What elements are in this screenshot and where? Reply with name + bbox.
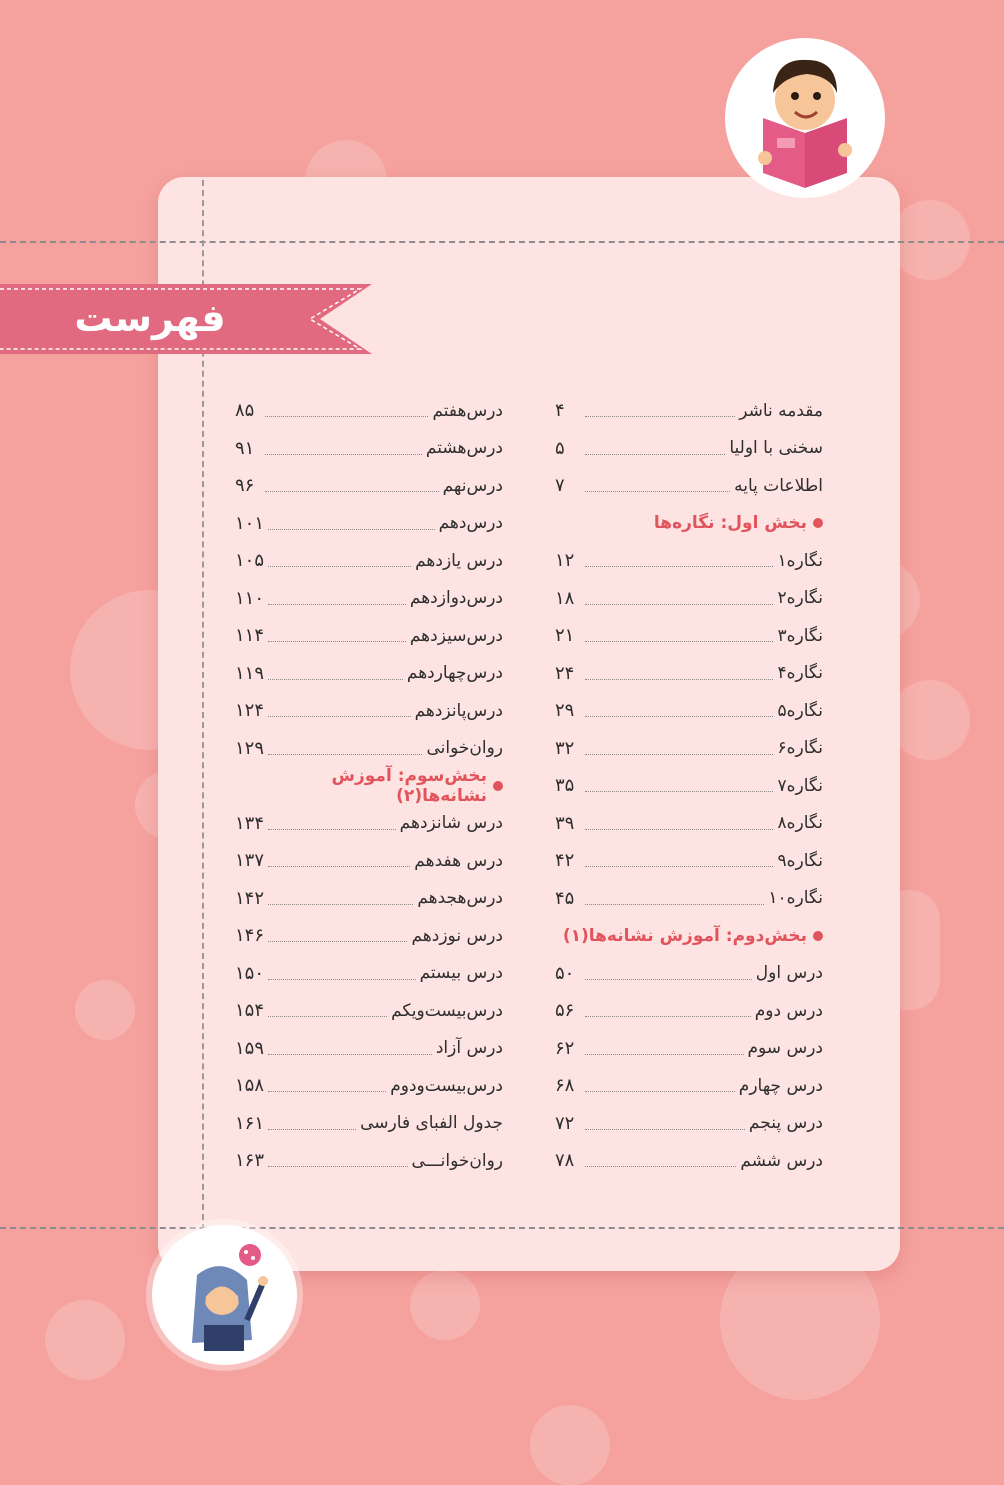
toc-entry-label: نگاره۷ [777,775,823,796]
toc-entry-label: درس آزاد [435,1038,503,1059]
toc-entry-page: ۱۳۴ [235,812,265,834]
toc-entry-page: ۱۴۲ [235,887,265,909]
dot-leader [585,1129,745,1130]
toc-entry-label: درس یازدهم [415,550,503,571]
background-bubble [45,1300,125,1380]
background-bubble [530,1405,610,1485]
toc-entry-page: ۴ [555,400,565,422]
toc-entry-page: ۷ [555,475,565,497]
toc-entry-label: درس‌سیزدهم [409,625,503,646]
toc-entry-label: درس‌پانزدهم [414,700,503,721]
toc-entry-label: درس‌هشتم [425,438,503,459]
section-label: بخش‌دوم: آموزش نشانه‌ها(۱) [562,925,807,946]
avatar-boy-reading [725,38,885,198]
toc-entry[interactable] [235,430,503,468]
toc-entry-label: درس‌نهم [442,475,503,496]
toc-entry-page: ۱۳۷ [235,850,265,872]
toc-entry[interactable] [555,992,823,1030]
toc-entry-label: درس‌بیست‌ویکم [391,1000,503,1021]
toc-entry-page: ۸۵ [235,400,255,422]
toc-entry-label: درس دوم [754,1000,823,1021]
dot-leader [585,641,773,642]
dot-leader [268,1129,356,1130]
toc-entry-label: درس اول [755,963,823,984]
dot-leader [268,904,413,905]
section-label: بخش اول: نگاره‌ها [653,513,807,534]
toc-entry-page: ۹۱ [235,437,255,459]
toc-entry-label: نگاره۶ [777,738,823,759]
toc-entry-label: نگاره۲ [777,588,823,609]
toc-entry-label: سخنی با اولیا [729,438,823,459]
toc-entry-label: درس‌هجدهم [417,888,503,909]
toc-entry-page: ۹۶ [235,475,255,497]
dot-leader [585,454,725,455]
toc-entry-page: ۱۵۹ [235,1037,265,1059]
dot-leader [268,941,407,942]
background-bubble [410,1270,480,1340]
toc-entry[interactable] [555,1105,823,1143]
toc-entry-page: ۶۲ [555,1037,575,1059]
toc-entry-page: ۲۴ [555,662,575,684]
toc-entry[interactable] [235,392,503,430]
toc-entry[interactable] [235,842,503,880]
section-heading [555,505,823,543]
dot-leader [268,679,403,680]
dot-leader [268,1166,408,1167]
boy-reading-illustration [725,38,885,198]
toc-entry-page: ۱۰۱ [235,512,265,534]
toc-entry[interactable] [235,1105,503,1143]
toc-entry-label: درس‌هفتم [432,400,503,421]
toc-entry[interactable] [555,617,823,655]
toc-entry[interactable] [555,842,823,880]
toc-entry-page: ۳۲ [555,737,575,759]
bullet-icon [493,781,503,791]
toc-entry-page: ۵۶ [555,1000,575,1022]
toc-entry-label: نگاره۹ [777,850,823,871]
toc-entry-page: ۱۵۰ [235,962,265,984]
toc-entry-page: ۱۸ [555,587,575,609]
toc-entry-page: ۱۲ [555,550,575,572]
dot-leader [585,1016,751,1017]
dot-leader [268,1054,432,1055]
dot-leader [268,566,411,567]
dot-leader [268,716,411,717]
toc-entry[interactable] [235,955,503,993]
dot-leader [585,566,773,567]
toc-entry[interactable] [235,580,503,618]
dot-leader [585,604,773,605]
toc-entry-label: نگاره۴ [777,663,823,684]
background-bubble [75,980,135,1040]
avatar-girl-thinking [152,1225,297,1365]
dashed-line-bottom [0,1227,1004,1229]
dot-leader [265,416,428,417]
dot-leader [585,1091,735,1092]
toc-entry-page: ۱۰۵ [235,550,265,572]
dot-leader [585,754,773,755]
dot-leader [585,1166,736,1167]
toc-entry[interactable] [235,730,503,768]
toc-entry[interactable] [235,617,503,655]
bullet-icon [813,518,823,528]
dot-leader [268,641,406,642]
toc-entry-label: درس‌چهاردهم [406,663,503,684]
toc-entry[interactable] [235,992,503,1030]
toc-entry[interactable] [555,767,823,805]
toc-entry[interactable] [555,580,823,618]
toc-entry[interactable] [235,1067,503,1105]
toc-entry-label: درس‌دوازدهم [409,588,503,609]
toc-entry[interactable] [555,692,823,730]
toc-entry-label: درس چهارم [738,1075,823,1096]
toc-entry-page: ۱۴۶ [235,925,265,947]
toc-entry[interactable] [235,692,503,730]
toc-entry[interactable] [555,880,823,918]
toc-entry-label: درس هفدهم [414,850,503,871]
toc-entry[interactable] [555,542,823,580]
toc-entry[interactable] [235,917,503,955]
dot-leader [265,491,439,492]
toc-entry-label: نگاره۸ [777,813,823,834]
toc-entry[interactable] [235,505,503,543]
dot-leader [585,416,735,417]
toc-entry[interactable] [555,392,823,430]
section-heading [235,767,503,805]
toc-entry-page: ۱۲۹ [235,737,265,759]
toc-entry-label: نگاره۵ [777,700,823,721]
toc-entry[interactable] [235,542,503,580]
toc-entry[interactable] [235,1142,503,1180]
girl-thinking-illustration [152,1225,297,1365]
dot-leader [585,716,773,717]
toc-entry[interactable] [235,655,503,693]
toc-entry-page: ۳۵ [555,775,575,797]
toc-entry-page: ۶۸ [555,1075,575,1097]
background-bubble [890,680,970,760]
toc-entry-label: درس ششم [740,1150,823,1171]
toc-entry-label: اطلاعات پایه [734,475,823,496]
toc-entry[interactable] [235,805,503,843]
toc-entry-page: ۱۵۴ [235,1000,265,1022]
toc-entry-page: ۲۱ [555,625,575,647]
toc-entry-label: درس سوم [747,1038,823,1059]
dot-leader [585,679,773,680]
section-heading [555,917,823,955]
toc-entry[interactable] [555,655,823,693]
dot-leader [268,604,406,605]
toc-entry-label: درس شانزدهم [399,813,503,834]
toc-entry-label: درس پنجم [748,1113,823,1134]
toc-entry[interactable] [235,880,503,918]
toc-entry-page: ۱۱۰ [235,587,265,609]
dot-leader [268,529,435,530]
toc-entry-page: ۳۹ [555,812,575,834]
toc-entry-label: درس نوزدهم [411,925,503,946]
toc-entry-page: ۱۶۱ [235,1112,265,1134]
toc-entry[interactable] [555,430,823,468]
toc-entry-page: ۱۲۴ [235,700,265,722]
toc-entry[interactable] [555,805,823,843]
toc-entry-page: ۷۲ [555,1112,575,1134]
dot-leader [268,1091,386,1092]
toc-entry-page: ۵ [555,437,565,459]
toc-entry-label: درس‌دهم [438,513,503,534]
contents-column-left [235,392,503,1180]
toc-entry[interactable] [555,467,823,505]
dot-leader [585,791,773,792]
dot-leader [268,754,422,755]
toc-entry-label: نگاره۱۰ [768,888,823,909]
toc-entry-page: ۱۱۴ [235,625,265,647]
dot-leader [268,1016,387,1017]
toc-entry-label: نگاره۱ [777,550,823,571]
dot-leader [585,979,752,980]
toc-entry-page: ۴۵ [555,887,575,909]
toc-entry-page: ۴۲ [555,850,575,872]
dot-leader [268,829,396,830]
toc-entry[interactable] [235,467,503,505]
toc-entry-label: مقدمه ناشر [739,400,823,421]
dot-leader [268,979,416,980]
toc-entry[interactable] [555,955,823,993]
toc-entry-page: ۱۶۳ [235,1150,265,1172]
toc-entry-label: جدول الفبای فارسی [360,1113,503,1134]
section-label: بخش‌سوم: آموزش نشانه‌ها(۲) [331,765,488,806]
dot-leader [585,866,773,867]
background-bubble [890,200,970,280]
page-title: فهرست [74,296,226,340]
toc-entry[interactable] [235,1030,503,1068]
dashed-line-top [0,241,1004,243]
dot-leader [585,1054,744,1055]
dot-leader [268,866,410,867]
toc-entry-page: ۷۸ [555,1150,575,1172]
contents-column-right [555,392,823,1180]
toc-entry-label: درس بیستم [419,963,503,984]
toc-entry-label: نگاره۳ [777,625,823,646]
toc-entry-label: روان‌خوانـــی [411,1150,503,1171]
toc-entry[interactable] [555,1030,823,1068]
dot-leader [585,904,764,905]
dot-leader [265,454,422,455]
dot-leader [585,829,773,830]
toc-entry-page: ۵۰ [555,962,575,984]
toc-entry-page: ۱۵۸ [235,1075,265,1097]
bullet-icon [813,931,823,941]
toc-entry-label: روان‌خوانی [426,738,503,759]
toc-entry-label: درس‌بیست‌ودوم [390,1075,503,1096]
toc-entry[interactable] [555,1142,823,1180]
toc-entry[interactable] [555,1067,823,1105]
toc-entry[interactable] [555,730,823,768]
toc-entry-page: ۲۹ [555,700,575,722]
toc-entry-page: ۱۱۹ [235,662,265,684]
dot-leader [585,491,730,492]
